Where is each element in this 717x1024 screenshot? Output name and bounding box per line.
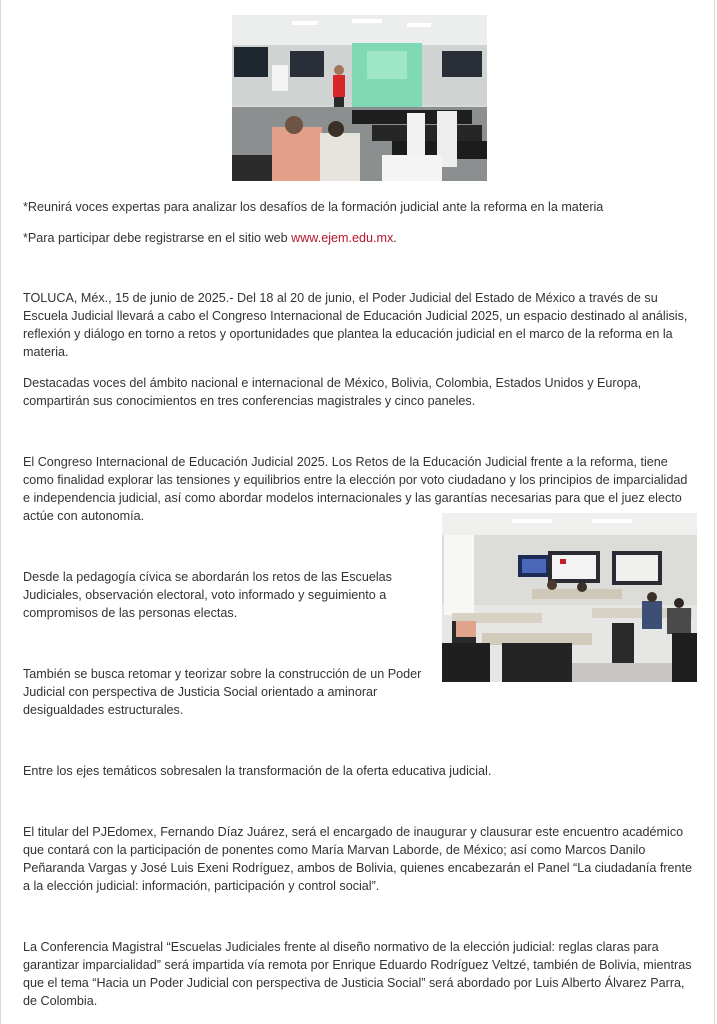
paragraph-civic-pedagogy: Desde la pedagogía cívica se abordarán los retos de las Escuelas Judiciales, observación electoral, voto informado y seguimiento a compromisos de las personas electas. bbox=[23, 570, 392, 620]
paragraph-voices: Destacadas voces del ámbito nacional e internacional de México, Bolivia, Colombia, Estados Unidos y Europa, compartirán sus conocimientos en tres conferencias magistrales y cinco paneles. bbox=[23, 376, 642, 408]
paragraph-social-justice: También se busca retomar y teorizar sobre la construcción de un Poder Judicial con perspectiva de Justicia Social orientado a aminorar desigualdades estructurales. bbox=[23, 667, 422, 717]
registration-text: *Para participar debe registrarse en el sitio web bbox=[23, 231, 292, 245]
paragraph-thematic-axes: Entre los ejes temáticos sobresalen la transformación de la oferta educativa judicial. bbox=[23, 764, 492, 778]
bullet-registration bbox=[23, 229, 703, 247]
bullet-summary: *Reunirá voces expertas para analizar los desafíos de la formación judicial ante la reforma en la materia bbox=[23, 200, 604, 214]
conference-photo-top bbox=[232, 15, 487, 181]
paragraph-congress-purpose: El Congreso Internacional de Educación Judicial 2025. Los Retos de la Educación Judicial frente a la reforma, tiene como finalidad explorar las tensiones y equilibrios entre la elección por voto ciudadano y los principios de imparcialidad e independencia judicial, así como abordar modelos internacionales y las garantías necesarias para que el juez electo actúe con autonomía. bbox=[23, 455, 688, 523]
paragraph-intro: TOLUCA, Méx., 15 de junio de 2025.- Del 18 al 20 de junio, el Poder Judicial del Estado de México a través de su Escuela Judicial llevará a cabo el Congreso Internacional de Educación Judicial 2025, un espacio destinado al análisis, reflexión y diálogo en torno a retos y oportunidades que plantea la educación judicial en el marco de la reforma en la materia. bbox=[23, 291, 688, 359]
registration-suffix: . bbox=[393, 231, 397, 245]
classroom-photo-side bbox=[442, 513, 697, 682]
paragraph-speakers: El titular del PJEdomex, Fernando Díaz Juárez, será el encargado de inaugurar y clausurar este encuentro académico que contará con la participación de ponentes como María Marvan Laborde, de México; así como Marcos Danilo Peñaranda Vargas y José Luis Exeni Rodríguez, ambos de Bolivia, quienes encabezarán el Panel “La ciudadanía frente a la elección judicial: información, participación y control social”. bbox=[23, 825, 693, 893]
ejem-website-link[interactable]: www.ejem.edu.mx bbox=[291, 231, 394, 245]
paragraph-keynote: La Conferencia Magistral “Escuelas Judiciales frente al diseño normativo de la elección judicial: reglas claras para garantizar imparcialidad” será impartida vía remota por Enrique Eduardo Rodríguez Veltzé, también de Bolivia, mientras que el tema “Hacia un Poder Judicial con perspectiva de Justicia Social” será abordado por Luis Alberto Álvarez Parra, de Colombia. bbox=[23, 940, 692, 1008]
